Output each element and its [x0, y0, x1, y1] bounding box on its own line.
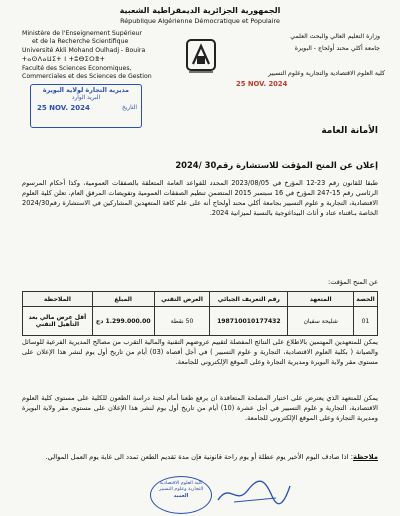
results-table	[22, 291, 378, 336]
table-cell-technical-score: 50 نقطة	[154, 307, 210, 336]
note-text: : اذا صادف اليوم الأخير يوم عطلة أو يوم راحة قانونية فإن مدة تقديم الطعن تمدد الى غاية يوم العمل الموالي.	[45, 453, 353, 461]
section-title: الأمانة العامة	[321, 126, 378, 136]
reception-stamp-line-2: البريد الوارد	[71, 95, 101, 101]
table-cell-tax-id: 198710010177432	[210, 307, 288, 336]
seal-line-3: العميد	[173, 493, 189, 499]
reception-stamp-line-1: مديرية التجارة لولاية البويرة	[42, 87, 130, 94]
reception-stamp	[30, 84, 142, 128]
ar-ministry: وزارة التعليم العالي والبحث العلمي	[290, 33, 380, 40]
table-intro: عن المنح المؤقت:	[328, 278, 378, 286]
announcement-title: إعلان عن المنح المؤقت للاستشارة رقم30 /2024	[175, 160, 378, 170]
table-row	[23, 307, 378, 336]
university-logo-icon	[183, 36, 219, 76]
table-cell-amount: 1.299.000.00 دج	[92, 307, 154, 336]
reception-stamp-date: 25 NOV. 2024	[37, 104, 90, 112]
table-header-cell: الحصة	[354, 292, 378, 307]
table-header-cell: المبلغ	[92, 292, 154, 307]
note-block	[22, 452, 378, 463]
seal-line-2: التجارية وعلوم التسيير	[158, 487, 204, 492]
bullet-results-paragraph: يمكن للمتعهدين المهتمين بالاطلاع على النتائج المفصلة لتقييم عروضهم التقنية والمالية التقرب من مصالح المديرية الفرعية للوسائل والصيانة ( بكلية العلوم الاقتصادية، التجارية و علوم التسيير ) في أجل أقصاه (03) أيام من تاريخ أول يوم لنشر هذا الإعلان على مستوى مقر ولاية البويرة ومديرية التجارة وعلى الموقع الإلكتروني للجامعة.	[22, 338, 379, 366]
fr-ministry-line-2: et de la Recherche Scientifique	[32, 38, 129, 45]
fr-university: Université Akli Mohand Oulhadj - Bouira	[22, 47, 146, 54]
table-cell-bidder: شليحة سفيان	[288, 307, 354, 336]
official-seal	[150, 476, 212, 514]
republic-title-fr: République Algérienne Démocratique et Populaire	[120, 17, 280, 25]
fr-ministry-line-1: Ministère de l'Enseignement Supérieur	[22, 30, 142, 37]
note-label: ملاحظة	[352, 453, 378, 461]
table-header-cell: العرض التقني	[154, 292, 210, 307]
seal-line-1: كلية العلوم الاقتصادية	[159, 481, 203, 486]
legal-basis-paragraph: طبقا للقانون رقم 23-12 المؤرخ في 2023/08/05 المحدد للقواعد العامة المتعلقة بالصفقات العمومية، وكذا أحكام المرسوم الرئاسي رقم 15-247 المؤرخ في 16 سبتمبر 2015 المتضمن تنظيم الصفقات العمومية وتفويضات المرفق العام، تعلن كلية العلوم الاقتصادية، التجارية و علوم التسيير بجامعة أكلي محند أولحاج أنه على علم كافة المتعهدين المشاركين في الاستشارة رقم2024/30 الخاصة بـاقتناء عتاد و أثاث البيداغوجية بالنسبة لميزانية 2024.	[22, 179, 379, 217]
reception-stamp-date-label: التاريخ	[121, 105, 137, 111]
received-date-stamp: 25 NOV. 2024	[236, 80, 288, 88]
republic-title-ar: الجمهورية الجزائرية الديمقراطية الشعبية	[119, 6, 281, 15]
table-header-row	[23, 292, 378, 307]
table-cell-remark: أقل عرض مالي بعد التأهيل التقني	[23, 307, 93, 336]
fr-faculty-line-2: Commerciales et des Sciences de Gestion	[22, 73, 152, 80]
table-cell-lot: 01	[354, 307, 378, 336]
ar-university: جامعة أكلي محند أولحاج - البويرة	[294, 45, 380, 52]
signature-icon	[214, 478, 294, 508]
tifinagh-text: ⵜⴰⵙⴷⴰⵡⵉⵜ ⵏ ⵜⵓⴱⵉⵔⴻⵜ	[22, 56, 106, 63]
bullet-appeal-paragraph: يمكن للمتعهد الذي يعترض على اختيار المصلحة المتعاقدة ان يرفع طعنا أمام لجنة دراسة الطعون للكلية على مستوى كلية العلوم الاقتصادية، التجارية و علوم التسيير في أجل عشرة (10) أيام من تاريخ أول يوم لنشر هذا الإعلان على مستوى مقر ولاية البويرة ومديرية التجارة وعلى الموقع الإلكتروني للجامعة.	[22, 394, 378, 422]
table-header-cell: الملاحظة	[23, 292, 93, 307]
table-header-cell: المتعهد	[288, 292, 354, 307]
ar-faculty: كلية العلوم الاقتصادية والتجارية وعلوم التسيير	[267, 70, 385, 77]
fr-faculty-line-1: Faculté des Sciences Economiques,	[22, 65, 132, 72]
table-header-cell: رقم التعريف الجبائي	[210, 292, 288, 307]
